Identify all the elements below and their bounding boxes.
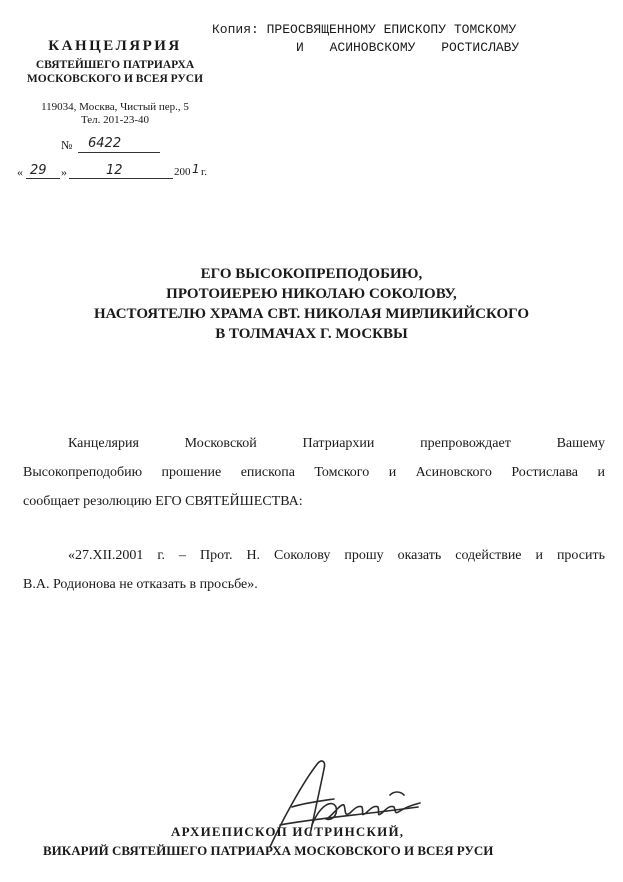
number-value: 6422 [88,136,122,151]
letterhead-org-name: КАНЦЕЛЯРИЯ [48,38,182,54]
letterhead-phone: Тел. 201-23-40 [81,114,149,126]
addressee-line-2: ПРОТОИЕРЕЮ НИКОЛАЮ СОКОЛОВУ, [166,286,457,302]
letterhead-org-subtitle: СВЯТЕЙШЕГО ПАТРИАРХА [35,59,195,71]
date-open-quote: « [17,165,23,179]
copy-note-line-2: И АСИНОВСКОМУ РОСТИСЛАВУ [296,40,520,55]
date-day-underline [26,178,60,179]
body-line-2: Высокопреподобию прошение епископа Томского и Асиновского Ростислава и [23,465,605,480]
handwritten-signature [240,755,430,855]
number-label: № [61,138,73,152]
date-day: 29 [30,163,47,178]
signatory-title-line-2: ВИКАРИЙ СВЯТЕЙШЕГО ПАТРИАРХА МОСКОВСКОГО И ВСЕЯ РУСИ [43,843,494,858]
body-line-3: сообщает резолюцию ЕГО СВЯТЕЙШЕСТВА: [23,494,303,509]
date-year-suffix: г. [201,166,208,178]
addressee-line-1: ЕГО ВЫСОКОПРЕПОДОБИЮ, [200,266,423,282]
body-line-1: Канцелярия Московской Патриархии препровождает Вашему [68,436,605,451]
number-underline [78,152,160,153]
resolution-line-1: «27.XII.2001 г. – Прот. Н. Соколову прошу оказать содействие и просить [68,548,605,563]
letterhead-address: 119034, Москва, Чистый пер., 5 [41,101,189,113]
resolution-line-2: В.А. Родионова не отказать в просьбе». [23,577,258,592]
date-year-prefix: 200 [174,166,191,178]
addressee-line-4: В ТОЛМАЧАХ Г. МОСКВЫ [215,326,408,342]
date-month-underline [69,178,173,179]
addressee-line-3: НАСТОЯТЕЛЮ ХРАМА СВТ. НИКОЛАЯ МИРЛИКИЙСКОГО [93,306,530,322]
signatory-title-line-1: АРХИЕПИСКОП ИСТРИНСКИЙ, [171,824,405,839]
date-year-handwritten: 1 [192,162,200,176]
copy-note-line-1: Копия: ПРЕОСВЯЩЕННОМУ ЕПИСКОПУ ТОМСКОМУ [212,22,517,37]
letterhead-org-subtitle-2: МОСКОВСКОГО И ВСЕЯ РУСИ [26,73,204,85]
date-close-quote: » [61,165,67,179]
date-month: 12 [106,163,123,178]
